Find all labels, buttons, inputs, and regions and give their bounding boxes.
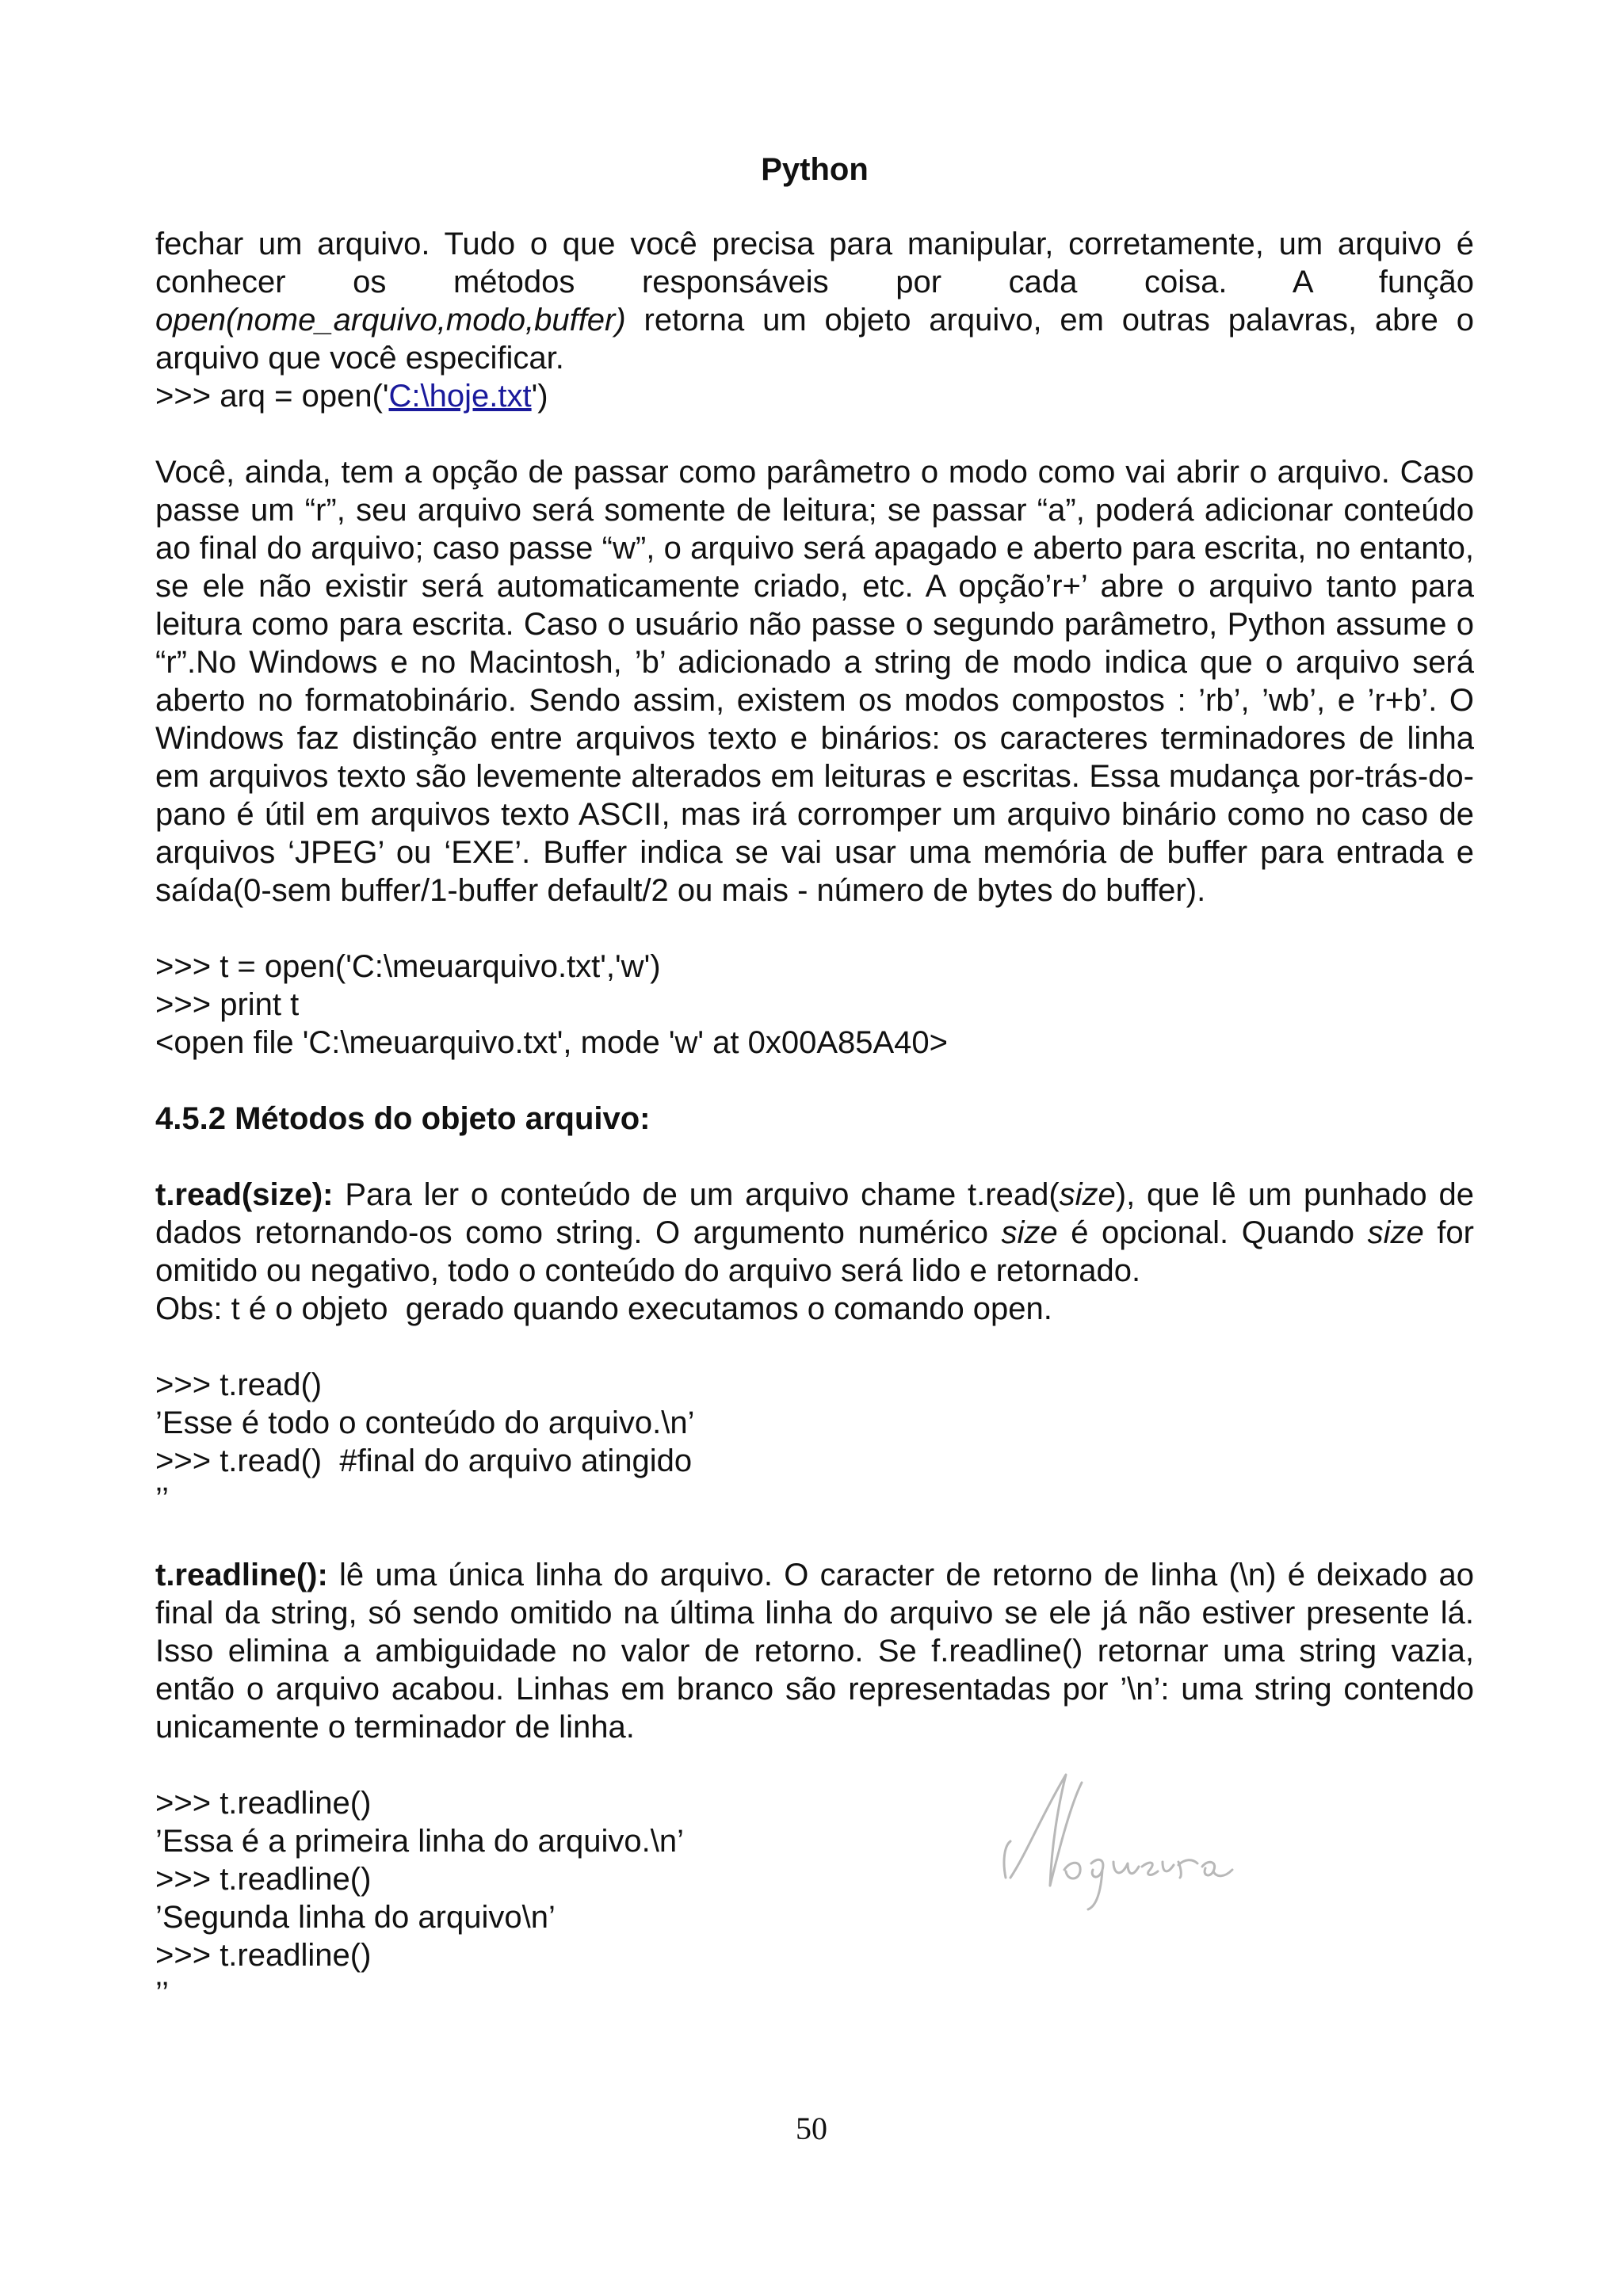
code-line: >>> t.read() #final do arquivo atingido xyxy=(155,1444,693,1478)
code-line: >>> print t xyxy=(155,987,300,1022)
read-method-paragraph: t.read(size): Para ler o conteúdo de um arquivo chame t.read(size), que lê um punhado de dados retornando-os como string. O argumento numérico size é opcional. Quando size for omitido ou negativo, todo o conteúdo do arquivo será lido e retornado. xyxy=(155,1177,1474,1288)
function-signature: open(nome_arquivo,modo,buffer) xyxy=(155,303,626,338)
code-line: ’’ xyxy=(155,1482,170,1516)
code-line: ’Segunda linha do arquivo\n’ xyxy=(155,1900,556,1935)
modes-paragraph: Você, ainda, tem a opção de passar como parâmetro o modo como vai abrir o arquivo. Caso passe um “r”, seu arquivo será somente de leitura; se passar “a”, poderá adicionar conteúdo ao final do arquivo; caso passe “w”, o arquivo será apagado e aberto para escrita, no entanto, se ele não existir será automaticamente criado, etc. A opção’r+’ abre o arquivo tanto para leitura como para escrita. Caso o usuário não passe o segundo parâmetro, Python assume o “r”.No Windows e no Macintosh, ’b’ adicionado a string de modo indica que o arquivo será aberto no formatobinário. Sendo assim, existem os modos compostos : ’rb’, ’wb’, e ’r+b’. O Windows faz distinção entre arquivos texto e binários: os caracteres terminadores de linha em arquivos texto são levemente alterados em leituras e escritas. Essa mudança por-trás-do-pano é útil em arquivos texto ASCII, mas irá corromper um arquivo binário como no caso de arquivos ‘JPEG’ ou ‘EXE’. Buffer indica se vai usar uma memória de buffer para entrada e saída(0-sem buffer/1-buffer default/2 ou mais - número de bytes do buffer). xyxy=(155,455,1474,908)
code-line: >>> t.readline() xyxy=(155,1862,372,1897)
code-block-open-write xyxy=(155,948,1474,1062)
code-line: >>> t.read() xyxy=(155,1367,323,1402)
code-line: <open file 'C:\meuarquivo.txt', mode 'w' at 0x00A85A40> xyxy=(155,1025,949,1060)
file-path-link[interactable]: C:\hoje.txt xyxy=(388,379,532,414)
running-header: Python xyxy=(761,152,869,187)
handwritten-signature xyxy=(995,1759,1248,1917)
code-line: ’Essa é a primeira linha do arquivo.\n’ xyxy=(155,1824,685,1859)
code-line: >>> t.readline() xyxy=(155,1786,372,1821)
section-heading: 4.5.2 Métodos do objeto arquivo: xyxy=(155,1101,651,1136)
code-line: >>> t = open('C:\meuarquivo.txt','w') xyxy=(155,949,661,984)
code-line: ’Esse é todo o conteúdo do arquivo.\n’ xyxy=(155,1405,695,1440)
method-term: t.read(size): xyxy=(155,1177,334,1212)
code-line: >>> t.readline() xyxy=(155,1938,372,1973)
code-block-readline xyxy=(155,1784,1474,2012)
document-page xyxy=(155,151,1474,2012)
code-line: ’’ xyxy=(155,1976,170,2011)
code-open-example: >>> arq = open('C:\hoje.txt') xyxy=(155,379,548,414)
readline-method-paragraph: t.readline(): lê uma única linha do arquivo. O caracter de retorno de linha (\n) é deixado ao final da string, só sendo omitido na última linha do arquivo se ele já não estiver presente lá. Isso elimina a ambiguidade no valor de retorno. Se f.readline() retornar uma string vazia, então o arquivo acabou. Linhas em branco são representadas por ’\n’: uma string contendo unicamente o terminador de linha. xyxy=(155,1558,1474,1745)
intro-paragraph: fechar um arquivo. Tudo o que você precisa para manipular, corretamente, um arquivo é conhecer os métodos responsáveis por cada coisa. A função open(nome_arquivo,modo,buffer) retorna um objeto arquivo, em outras palavras, abre o arquivo que você especificar. xyxy=(155,227,1474,376)
obs-note: Obs: t é o objeto gerado quando executamos o comando open. xyxy=(155,1291,1052,1326)
page-number: 50 xyxy=(796,2111,827,2146)
code-block-read xyxy=(155,1366,1474,1518)
method-term: t.readline(): xyxy=(155,1558,328,1592)
